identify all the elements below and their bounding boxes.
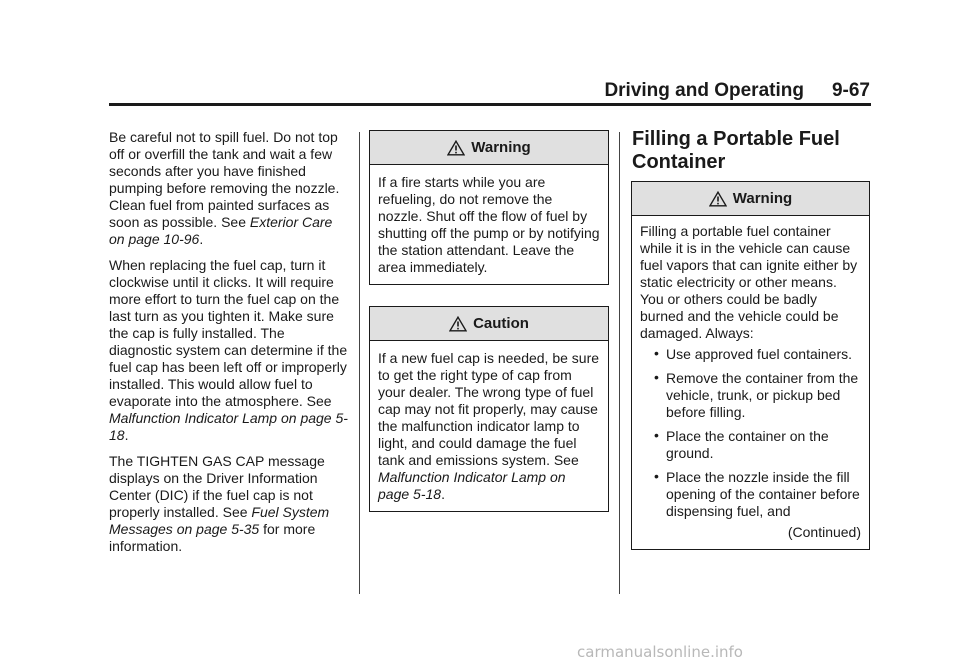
list-item: • Place the container on the ground. [654, 428, 861, 462]
warning-icon [709, 191, 727, 207]
list-item: • Place the nozzle inside the fill opening of the container before dispensing fuel, and [654, 469, 861, 520]
paragraph-fuel-cap: When replacing the fuel cap, turn it clockwise until it clicks. It will require more effort to turn the fuel cap on the last turn as you tighten it. Make sure the cap is fully installed. The diagnostic system can determine if the fuel cap has been left off or improperly installed. This would allow fuel to evaporate into the atmosphere. See Malfunction Indicator Lamp on page 5-18. [109, 257, 348, 443]
caution-body: If a new fuel cap is needed, be sure to get the right type of cap from your dealer. The wrong type of fuel cap may not fit properly, may cause the malfunction indicator lamp to light, and could damage the fuel tank and emissions system. See Malfunction Indicator Lamp on page 5-18. [378, 350, 600, 502]
header-rule [109, 103, 871, 106]
continued-label: (Continued) [787, 524, 861, 540]
paragraph-fuel-spill: Be careful not to spill fuel. Do not top off or overfill the tank and wait a few seconds after you have finished pumping before removing the nozzle. Clean fuel from painted surfaces as soon as possible. See Exterior Care on page 10-96. [109, 129, 340, 247]
warning-bullet-list [640, 346, 861, 520]
paragraph-text: for more information. [109, 521, 316, 554]
warning-intro: Filling a portable fuel container while it is in the vehicle can cause fuel vapors that can ignite either by static electricity or other means. You or others could be badly burned and the vehicle could be damaged. Always: [640, 223, 858, 341]
paragraph-text: The TIGHTEN GAS CAP message displays on the Driver Information Center (DIC) if the fuel cap is not properly installed. See [109, 453, 325, 520]
section-heading: Filling a Portable Fuel Container [632, 128, 840, 173]
warning-box-fire [369, 130, 609, 285]
page-number: 9-67 [831, 80, 870, 101]
warning-body [632, 216, 869, 549]
list-item: • Use approved fuel containers. [654, 346, 861, 363]
paragraph-tighten-gas-cap [109, 453, 349, 555]
cross-reference-link[interactable]: Exterior Care on page 10-96 [109, 214, 333, 247]
caution-title: Caution [473, 315, 529, 332]
warning-title: Warning [471, 139, 531, 156]
warning-header [632, 182, 869, 216]
column-divider [359, 132, 360, 594]
paragraph-text: When replacing the fuel cap, turn it clockwise until it clicks. It will require more effort to turn the fuel cap on the last turn as you tighten it. Make sure the cap is fully installed. The diagnostic system can determine if the fuel cap has been left off or improperly installed. This would allow fuel to evaporate into the atmosphere. See [109, 257, 348, 409]
caution-header [370, 307, 608, 341]
page-header [0, 80, 870, 102]
caution-icon [449, 316, 467, 332]
warning-title: Warning [732, 190, 793, 207]
cross-reference-link[interactable]: Malfunction Indicator Lamp on page 5-18 [109, 410, 348, 443]
warning-icon [447, 140, 465, 156]
cross-reference-link[interactable]: Malfunction Indicator Lamp on page 5-18 [378, 469, 566, 502]
column-divider [619, 132, 620, 594]
warning-header [370, 131, 608, 165]
paragraph-text: Be careful not to spill fuel. Do not top off or overfill the tank and wait a few seconds after you have finished pumping before removing the nozzle. Clean fuel from painted surfaces as soon as possible. See [109, 129, 340, 230]
cross-reference-link[interactable]: Fuel System Messages on page 5-35 [109, 504, 330, 537]
list-item: • Remove the container from the vehicle, trunk, or pickup bed before filling. [654, 370, 861, 421]
watermark: carmanualsonline.info [577, 643, 743, 661]
warning-body: If a fire starts while you are refueling, do not remove the nozzle. Shut off the flow of fuel by shutting off the pump or by notifying the station attendant. Leave the area immediately. [378, 174, 600, 275]
warning-box-portable-container [631, 181, 870, 550]
caution-text: If a new fuel cap is needed, be sure to get the right type of cap from your dealer. The wrong type of fuel cap may not fit properly, may cause the malfunction indicator lamp to light, and could damage the fuel tank and emissions system. See [378, 350, 600, 468]
caution-box-fuel-cap [369, 306, 609, 512]
column-left [109, 129, 349, 564]
section-title: Driving and Operating [604, 80, 804, 101]
